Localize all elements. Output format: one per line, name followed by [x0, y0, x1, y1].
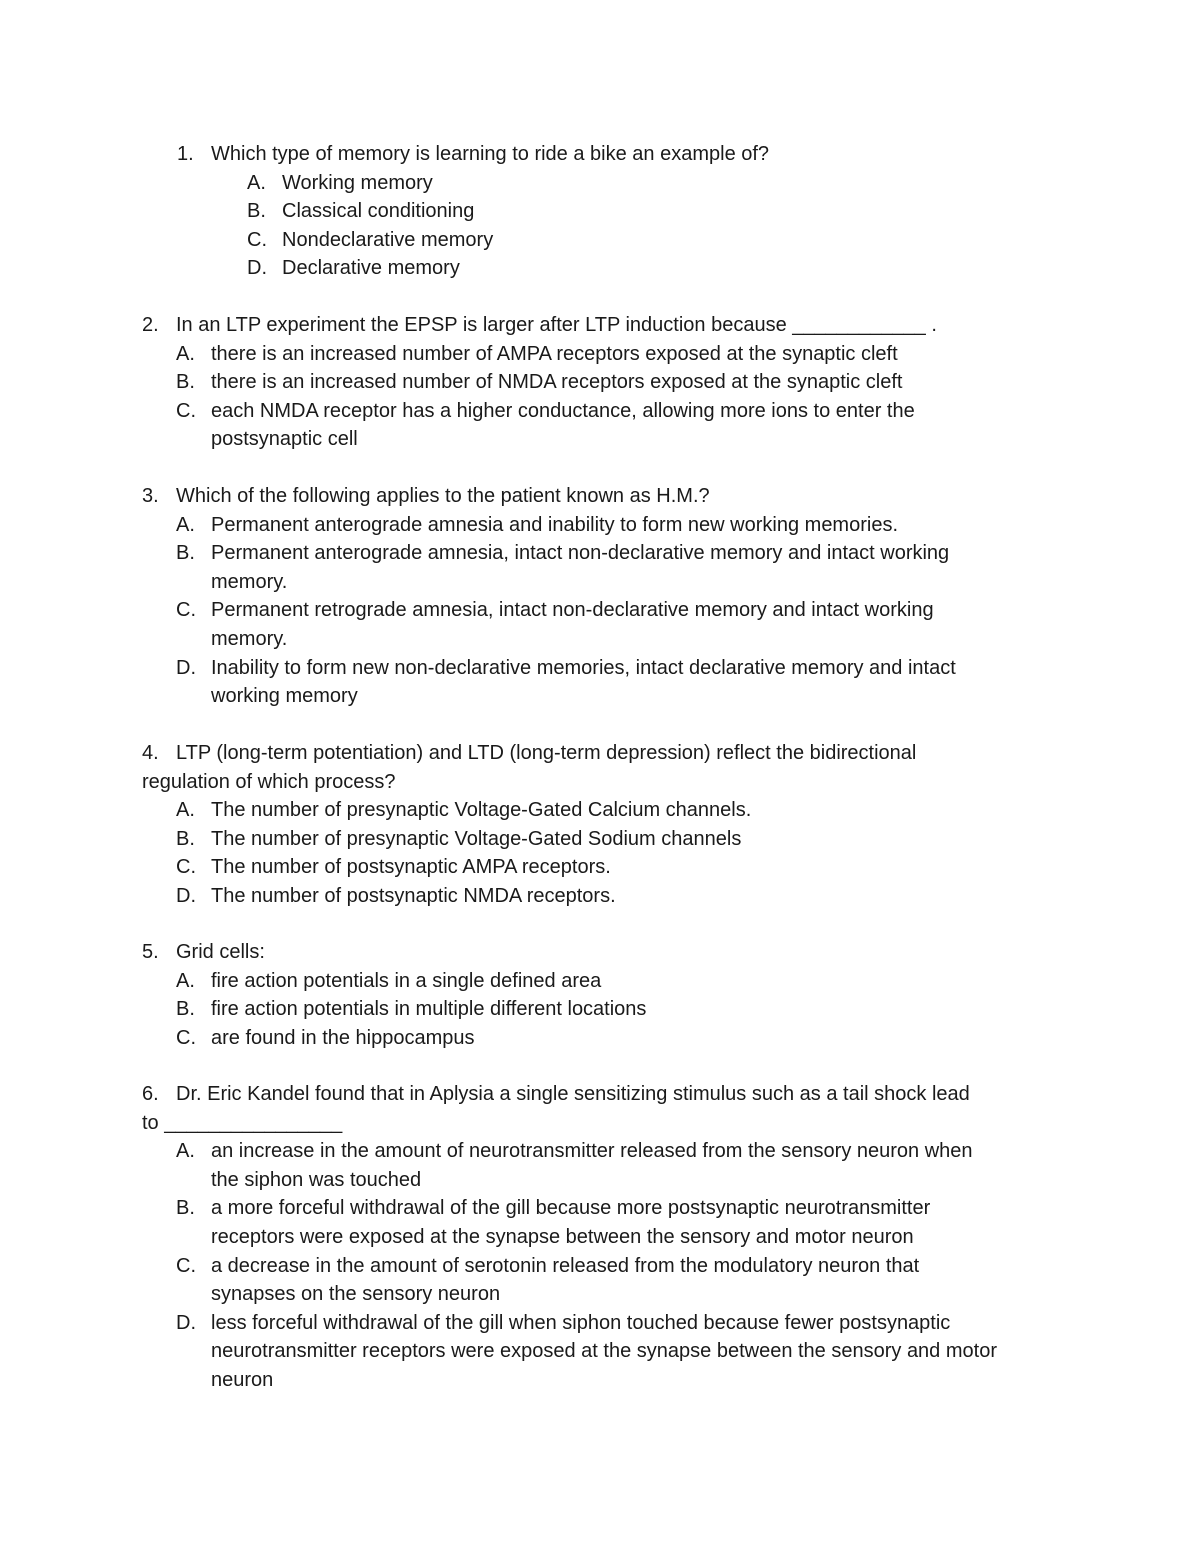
question-text: In an LTP experiment the EPSP is larger after LTP induction because ____________ . — [176, 314, 937, 336]
option-text: a more forceful withdrawal of the gill because more postsynaptic neurotransmitter — [211, 1197, 931, 1220]
option-text: The number of postsynaptic NMDA receptors. — [211, 884, 616, 907]
option-text: are found in the hippocampus — [211, 1026, 475, 1049]
option-text: an increase in the amount of neurotransmitter released from the sensory neuron when — [211, 1140, 973, 1163]
option-text: each NMDA receptor has a higher conductance, allowing more ions to enter the — [211, 399, 915, 422]
question-number: 2. — [142, 314, 159, 336]
option-c — [0, 1252, 1200, 1281]
option-letter: C. — [176, 1026, 196, 1049]
option-text-continuation: neurotransmitter receptors were exposed at the synapse between the sensory and motor — [211, 1340, 997, 1363]
option-d — [0, 882, 1200, 911]
option-letter: C. — [176, 1254, 196, 1277]
option-text: Inability to form new non-declarative memories, intact declarative memory and intact — [211, 656, 956, 679]
option-text-continuation: receptors were exposed at the synapse between the sensory and motor neuron — [211, 1225, 914, 1248]
question-4 — [0, 739, 1200, 911]
option-c-continuation — [0, 1280, 1200, 1309]
option-letter: A. — [176, 1140, 195, 1163]
option-text-continuation: memory. — [211, 570, 288, 593]
option-b — [0, 539, 1200, 568]
option-c — [0, 397, 1200, 426]
option-c — [0, 1024, 1200, 1053]
option-text: fire action potentials in multiple different locations — [211, 998, 647, 1021]
question-line — [0, 739, 1200, 768]
option-letter: B. — [176, 1197, 195, 1220]
option-letter: B. — [176, 371, 195, 394]
option-c-continuation — [0, 625, 1200, 654]
option-letter: B. — [176, 998, 195, 1021]
question-text: Grid cells: — [176, 941, 265, 963]
option-letter: C. — [247, 228, 267, 251]
option-text-continuation: the siphon was touched — [211, 1168, 422, 1191]
option-text: The number of presynaptic Voltage-Gated Sodium channels — [211, 827, 742, 850]
option-letter: D. — [247, 257, 267, 280]
question-3 — [0, 482, 1200, 711]
option-text-continuation: synapses on the sensory neuron — [211, 1283, 501, 1306]
option-letter: A. — [176, 969, 195, 992]
option-c — [0, 596, 1200, 625]
option-letter: B. — [247, 200, 266, 223]
option-c-continuation — [0, 425, 1200, 454]
option-d — [0, 254, 1200, 283]
question-line — [0, 938, 1200, 967]
option-a — [0, 511, 1200, 540]
question-number: 4. — [142, 742, 159, 764]
question-number: 3. — [142, 485, 159, 507]
option-letter: B. — [176, 542, 195, 565]
option-text: Declarative memory — [282, 257, 460, 280]
option-b — [0, 197, 1200, 226]
question-line — [0, 311, 1200, 340]
option-text: Classical conditioning — [282, 200, 475, 223]
question-2 — [0, 311, 1200, 454]
question-continuation — [0, 768, 1200, 797]
option-text: Permanent anterograde amnesia and inability to form new working memories. — [211, 513, 899, 536]
question-5 — [0, 938, 1200, 1052]
option-text: Working memory — [282, 171, 433, 194]
question-text: LTP (long-term potentiation) and LTD (long-term depression) reflect the bidirectional — [176, 742, 917, 764]
option-text: Permanent anterograde amnesia, intact non-declarative memory and intact working — [211, 542, 950, 565]
option-b-continuation — [0, 568, 1200, 597]
option-letter: D. — [176, 1311, 196, 1334]
option-text: a decrease in the amount of serotonin released from the modulatory neuron that — [211, 1254, 920, 1277]
question-text: Which type of memory is learning to ride a bike an example of? — [211, 143, 770, 165]
option-d-continuation — [0, 1337, 1200, 1366]
option-letter: A. — [176, 513, 195, 536]
question-text: Dr. Eric Kandel found that in Aplysia a single sensitizing stimulus such as a tail shock lead — [176, 1083, 970, 1105]
option-c — [0, 853, 1200, 882]
option-text: The number of presynaptic Voltage-Gated Calcium channels. — [211, 799, 752, 822]
option-b — [0, 368, 1200, 397]
option-c — [0, 226, 1200, 255]
option-text: fire action potentials in a single defined area — [211, 969, 602, 992]
option-letter: A. — [176, 342, 195, 365]
option-b — [0, 825, 1200, 854]
option-letter: D. — [176, 656, 196, 679]
question-text-continuation: to ________________ — [142, 1111, 343, 1134]
question-line — [0, 1080, 1200, 1109]
option-letter: B. — [176, 827, 195, 850]
option-text-continuation: postsynaptic cell — [211, 428, 358, 451]
option-d — [0, 654, 1200, 683]
option-text-continuation: memory. — [211, 627, 288, 650]
option-text: there is an increased number of NMDA receptors exposed at the synaptic cleft — [211, 371, 903, 394]
question-line — [0, 482, 1200, 511]
question-number: 1. — [177, 143, 194, 165]
option-a — [0, 340, 1200, 369]
option-text: Nondeclarative memory — [282, 228, 494, 251]
option-letter: A. — [176, 799, 195, 822]
option-text: The number of postsynaptic AMPA receptors. — [211, 856, 611, 879]
option-b — [0, 1194, 1200, 1223]
option-letter: C. — [176, 599, 196, 622]
question-text: Which of the following applies to the patient known as H.M.? — [176, 485, 710, 507]
option-text-continuation: working memory — [211, 685, 358, 708]
option-d — [0, 1309, 1200, 1338]
option-d-continuation-2 — [0, 1366, 1200, 1395]
question-text-continuation: regulation of which process? — [142, 770, 396, 793]
question-line — [0, 140, 1200, 169]
option-text-continuation: neuron — [211, 1368, 274, 1391]
question-6 — [0, 1080, 1200, 1395]
option-d-continuation — [0, 682, 1200, 711]
question-1 — [0, 140, 1200, 283]
option-letter: A. — [247, 171, 266, 194]
option-text: there is an increased number of AMPA receptors exposed at the synaptic cleft — [211, 342, 898, 365]
option-a — [0, 1137, 1200, 1166]
option-text: Permanent retrograde amnesia, intact non-declarative memory and intact working — [211, 599, 934, 622]
option-a — [0, 796, 1200, 825]
option-a — [0, 967, 1200, 996]
option-text: less forceful withdrawal of the gill when siphon touched because fewer postsynaptic — [211, 1311, 951, 1334]
question-number: 6. — [142, 1083, 159, 1105]
option-a — [0, 169, 1200, 198]
option-b — [0, 995, 1200, 1024]
option-letter: C. — [176, 856, 196, 879]
question-number: 5. — [142, 941, 159, 963]
option-b-continuation — [0, 1223, 1200, 1252]
option-letter: C. — [176, 399, 196, 422]
option-a-continuation — [0, 1166, 1200, 1195]
question-continuation — [0, 1109, 1200, 1138]
option-letter: D. — [176, 884, 196, 907]
